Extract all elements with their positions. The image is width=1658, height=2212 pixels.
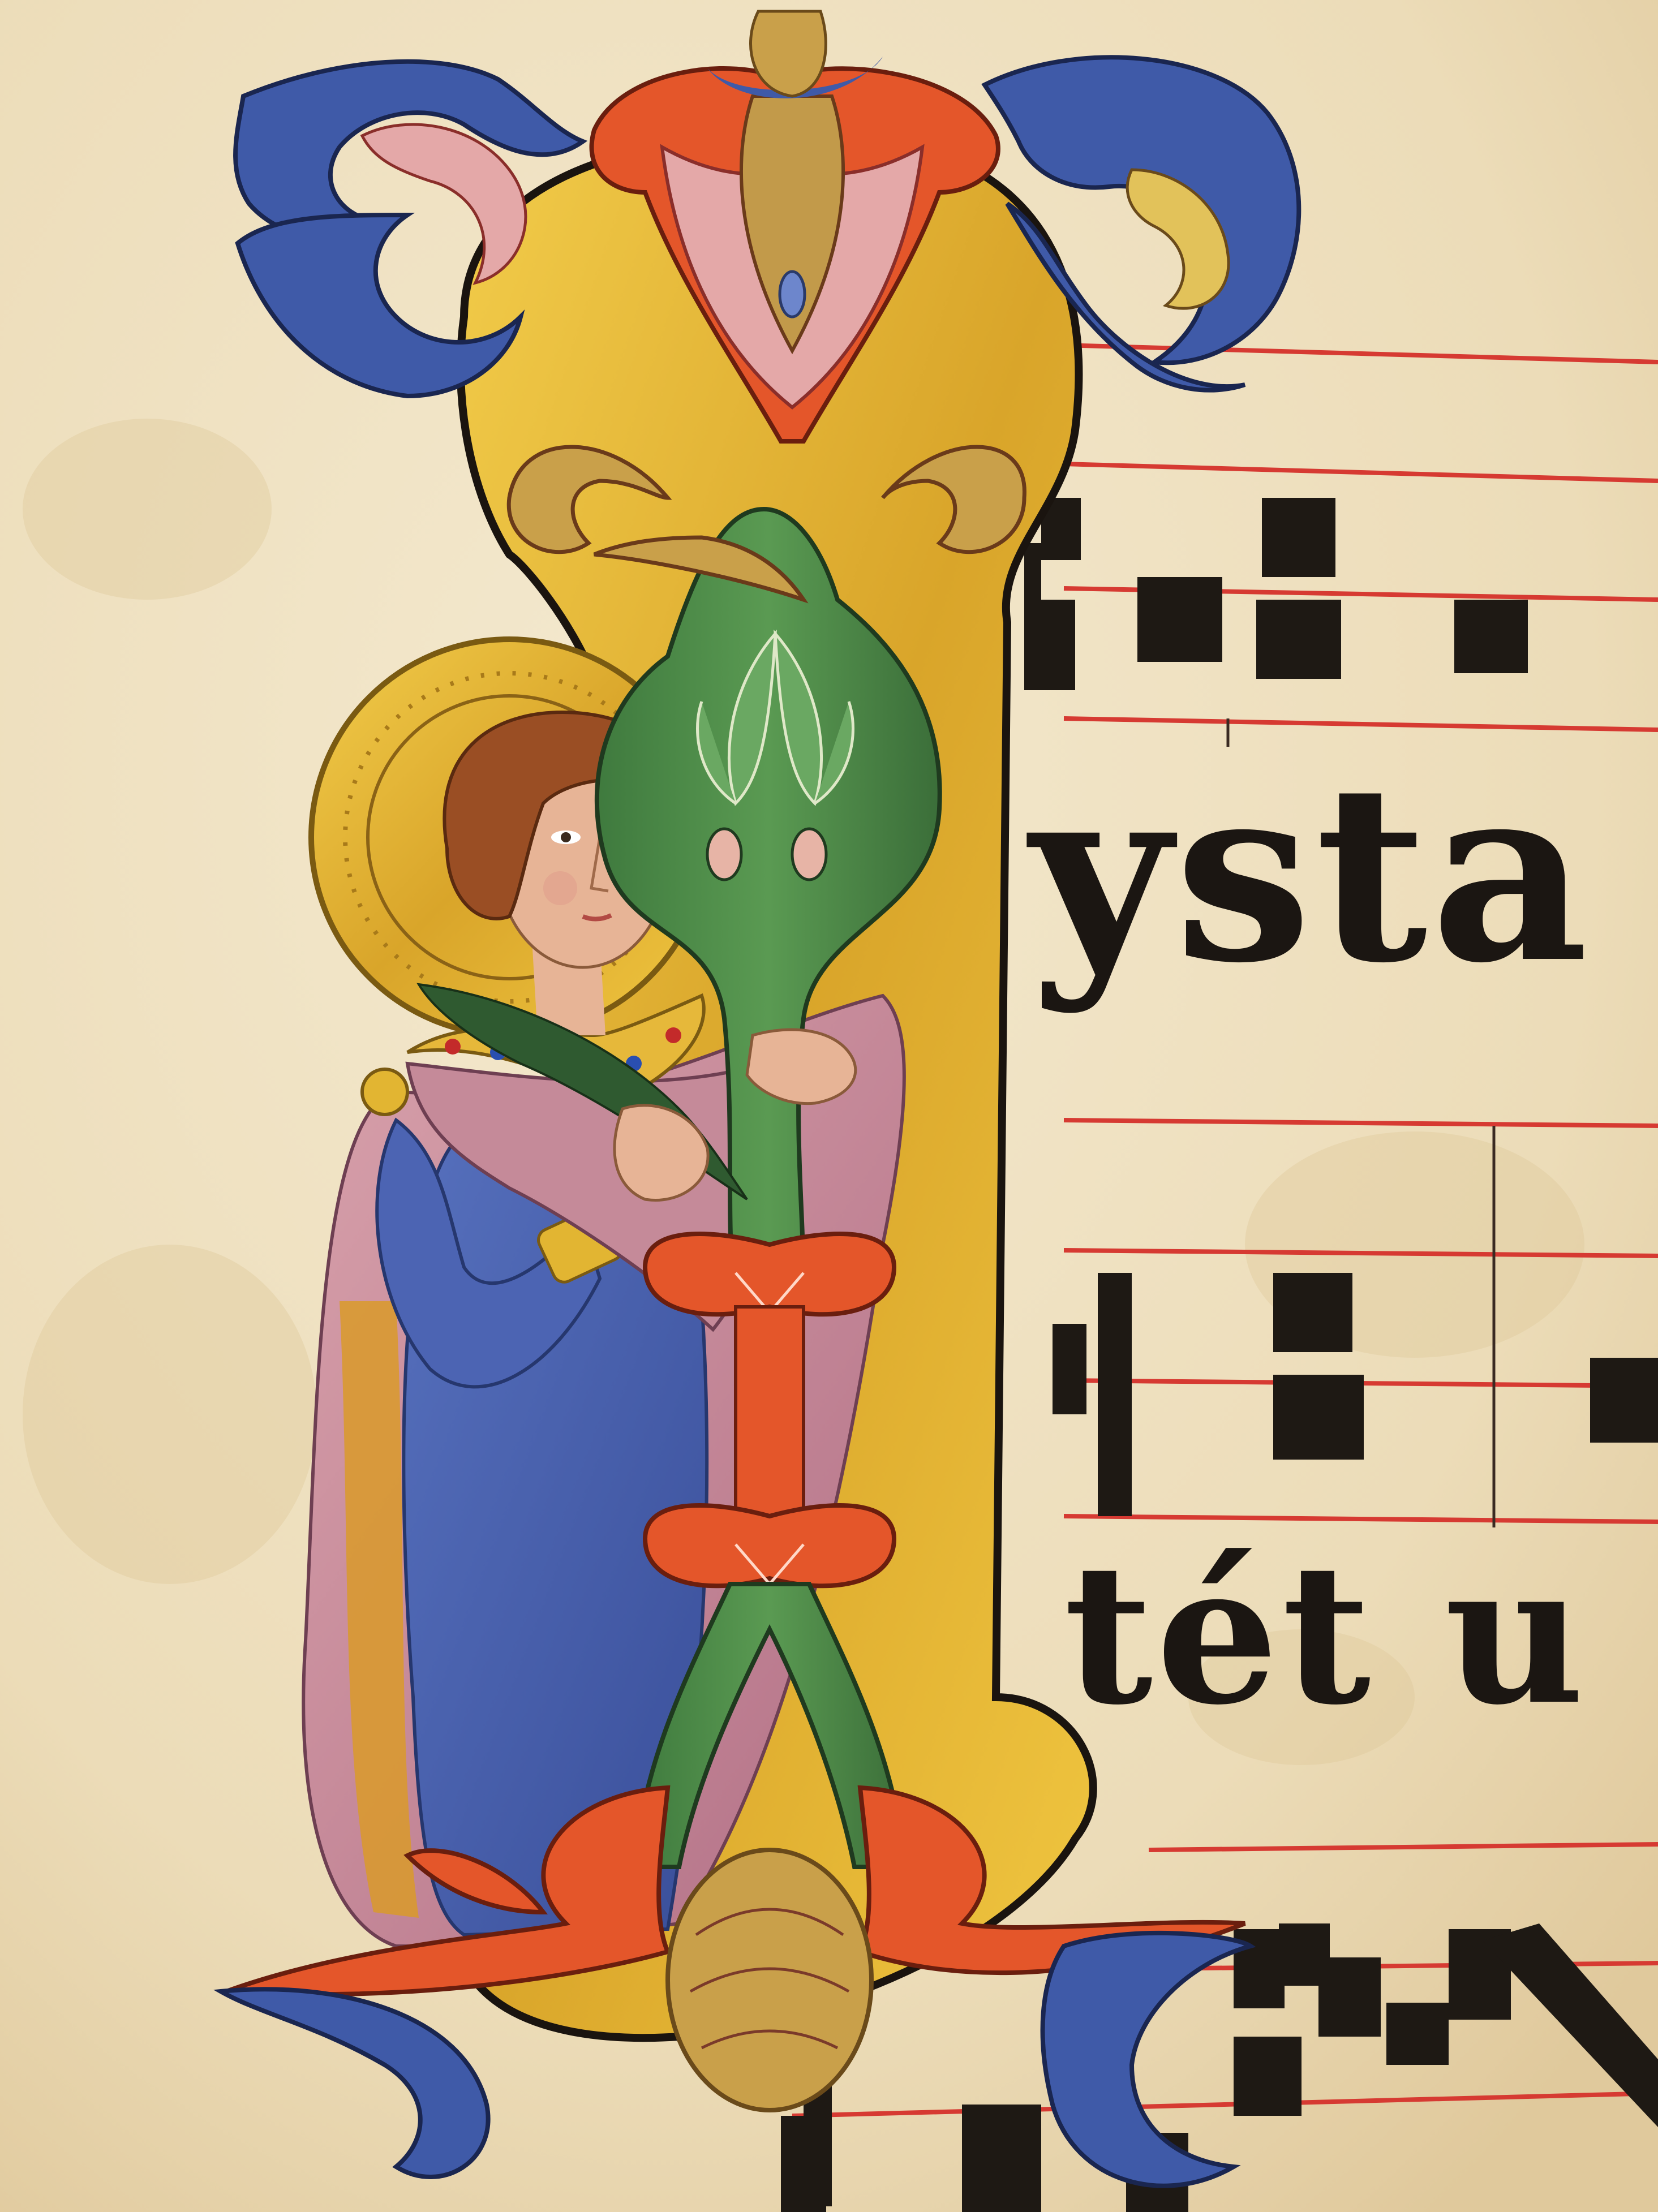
lyric-text-line-1: ysta xyxy=(1030,731,1592,1017)
orange-knot-lower xyxy=(645,1505,894,1586)
saint-cheek xyxy=(543,871,577,905)
orange-knot-upper xyxy=(645,1234,894,1314)
base-gold-bulb xyxy=(668,1850,871,2110)
orange-shaft xyxy=(736,1307,804,1522)
lyric-text-line-2: tét u xyxy=(1064,1522,1588,1748)
